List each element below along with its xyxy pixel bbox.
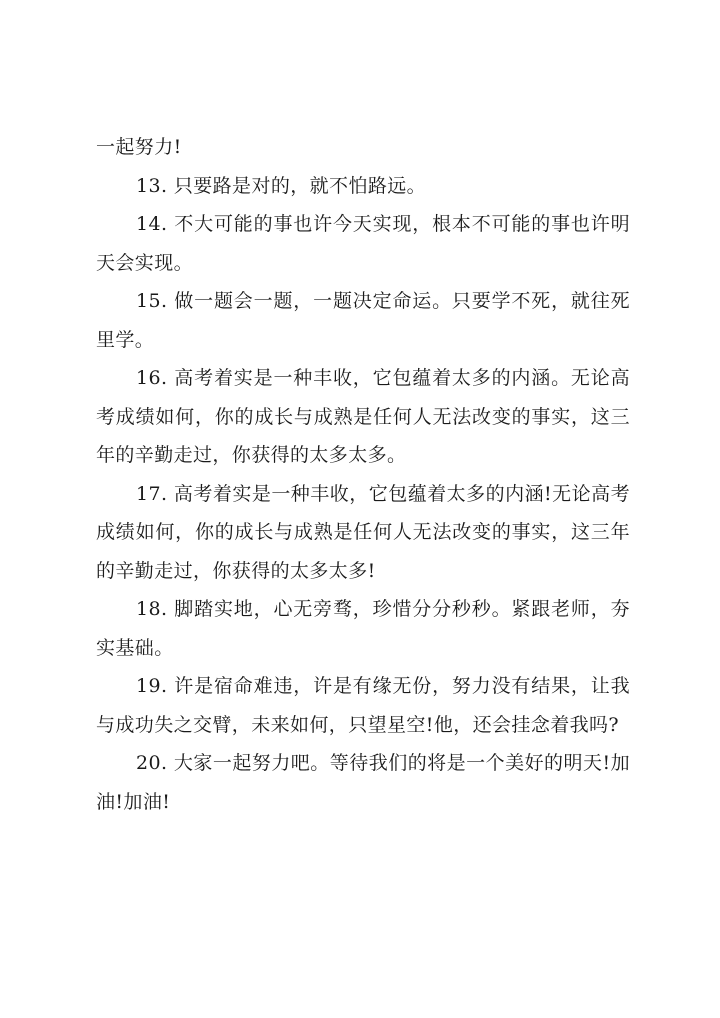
paragraph-14: 14. 不大可能的事也许今天实现，根本不可能的事也许明天会实现。 [96, 213, 630, 274]
paragraph-continuation: 一起努力! [96, 136, 182, 158]
paragraph-20: 20. 大家一起努力吧。等待我们的将是一个美好的明天!加油!加油! [96, 752, 630, 813]
paragraph-16: 16. 高考着实是一种丰收，它包蕴着太多的内涵。无论高考成绩如何，你的成长与成熟是任何人无法改变的事实，这三年的辛勤走过，你获得的太多太多。 [96, 367, 630, 466]
paragraph-17: 17. 高考着实是一种丰收，它包蕴着太多的内涵!无论高考成绩如何，你的成长与成熟是任何人无法改变的事实，这三年的辛勤走过，你获得的太多太多! [96, 482, 630, 582]
paragraph-15: 15. 做一题会一题，一题决定命运。只要学不死，就往死里学。 [96, 290, 630, 351]
paragraph-19: 19. 许是宿命难违，许是有缘无份，努力没有结果，让我与成功失之交臂，未来如何，只望星空!他，还会挂念着我吗? [96, 675, 630, 736]
paragraph-18: 18. 脚踏实地，心无旁骛，珍惜分分秒秒。紧跟老师，夯实基础。 [96, 598, 630, 659]
document-body [96, 128, 630, 821]
paragraph-13: 13. 只要路是对的，就不怕路远。 [136, 174, 427, 197]
